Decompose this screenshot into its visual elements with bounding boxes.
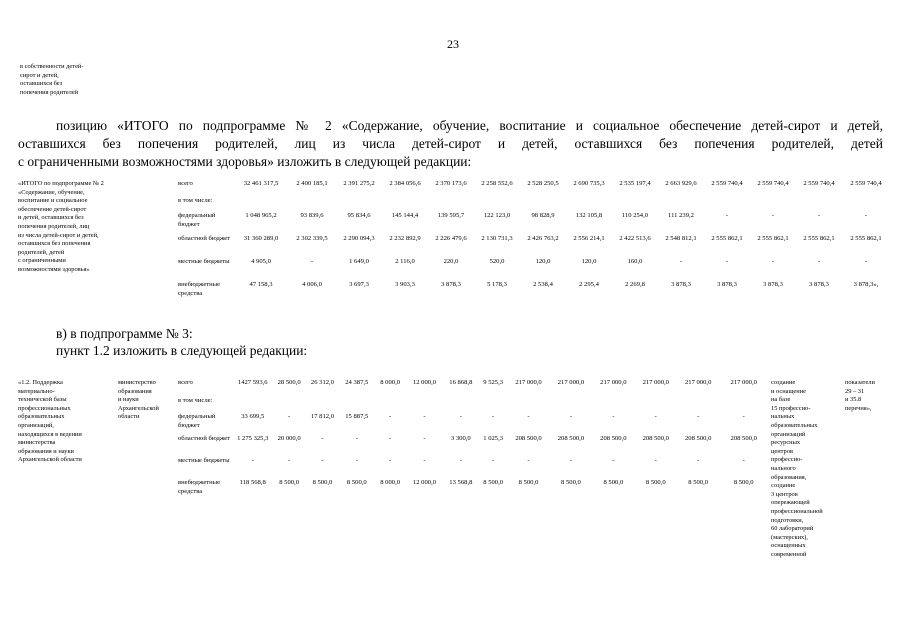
result-line: оснащенных [771,542,806,550]
table-cell: - [423,457,426,464]
table-cell: 2 295,4 [579,281,599,288]
table-cell: 220,0 [443,258,459,265]
table-cell [336,197,382,212]
result-line: ресурсных [771,439,801,447]
table-cell: 2 559 740,4 [850,180,882,187]
title-line: из числа детей-сирот и детей, [18,231,99,239]
table-cell: 2 556 214,1 [573,235,605,242]
table-row [178,197,890,212]
table-cell [658,197,704,212]
title-line: воспитание и социальное [18,197,88,205]
table-cell [677,397,719,413]
table-cell: 217 000,0 [515,379,542,386]
executor-line: Архангельской [118,404,159,412]
table-cell: 2 548 812,1 [665,235,697,242]
activity-line: «1.2. Поддержка [18,379,63,386]
table-cell [382,197,428,212]
title-line: «Содержание, обучение, [18,188,85,196]
table-cell: - [459,457,462,464]
table2-activity [18,379,82,465]
row-label: в том числе: [178,197,213,204]
result-line: на базе [771,396,791,404]
table-cell: - [288,413,291,420]
table-cell: 139 595,7 [437,212,465,219]
table-cell: 208 500,0 [515,435,542,442]
title-line: попечения родителей, лиц [18,222,90,230]
table-cell: - [771,258,775,265]
table-cell: 20 000,0 [277,435,301,442]
table-cell: 208 500,0 [730,435,757,442]
table-cell: 120,0 [581,258,597,265]
indicator-line: перечня», [845,404,872,412]
table-cell: 208 500,0 [685,435,712,442]
table-cell: 145 144,4 [391,212,419,219]
table-row [178,413,768,435]
table-cell: 3 878,3 [809,281,829,288]
table-cell [479,397,507,413]
table-cell: 120,0 [535,258,551,265]
table-cell: 9 525,3 [483,379,504,386]
table-cell: 2 269,8 [625,281,645,288]
table-cell: 95 834,6 [347,212,371,219]
table-cell: - [389,413,392,420]
table-row [178,397,768,413]
indicator-line: 29 – 31 [845,387,865,395]
section-heading-punkt: пункт 1.2 изложить в следующей редакции: [56,343,308,358]
activity-line: организаций, [18,421,54,429]
table2-indicators [845,379,875,413]
table-cell: - [569,413,573,420]
table-cell: 47 158,3 [249,281,273,288]
table-cell: - [697,457,700,464]
result-line: организаций [771,430,806,438]
fragment-line: попечения родителей [20,88,79,96]
result-line: образовательных [771,421,818,429]
table-cell: 8 500,0 [346,479,367,486]
row-label: внебюджетные средства [178,281,221,297]
table-cell [474,197,520,212]
fragment-line: в собственности детей- [20,63,84,70]
table-cell: - [423,413,426,420]
table-cell: - [612,457,615,464]
table-cell: 32 461 317,5 [243,180,279,187]
table-cell: 8 500,0 [603,479,624,486]
table-cell: 5 178,3 [487,281,507,288]
table-cell: 2 426 763,2 [527,235,559,242]
table-cell [443,397,479,413]
table-cell: 2 400 185,1 [296,180,328,187]
table-cell: 17 812,0 [310,413,334,420]
table-cell: - [697,413,700,420]
table-cell: - [742,457,745,464]
table-row [178,258,890,281]
table-cell: 3 878,3», [853,281,879,288]
table-cell [719,397,768,413]
activity-line: технической базы [18,396,67,404]
table-cell: 33 699,5 [241,413,265,420]
row-label: внебюджетные средства [178,479,221,495]
title-line: с ограниченными [18,257,66,265]
result-line: образования, [771,473,807,481]
table-row [178,379,768,397]
table-cell: 2 559 740,4 [803,180,835,187]
table-cell: 111 239,2 [668,212,694,219]
table-cell: 2 559 740,4 [711,180,743,187]
table-cell: 2 555 862,1 [850,235,882,242]
result-line: современной [771,550,807,558]
table-cell: 8 500,0 [645,479,666,486]
table-cell: 520,0 [489,258,505,265]
table-cell: 2 370 173,6 [435,180,467,187]
table-cell: 3 878,3 [717,281,737,288]
title-line: и детей, оставшихся без [18,214,84,222]
table-cell: 160,0 [627,258,643,265]
title-line: оставшихся без попечения [18,240,91,248]
result-line: 60 лабораторий [771,525,814,533]
table-cell: - [654,457,657,464]
row-label: всего [178,379,193,386]
table-cell: 28 500,0 [277,379,301,386]
page-number: 23 [447,37,459,51]
table-cell: 208 500,0 [642,435,669,442]
table-cell: - [771,212,775,219]
table-cell: 118 568,8 [239,479,266,486]
result-line: (мастерских), [771,533,808,541]
table-cell [550,397,592,413]
table-cell: 2 290 094,3 [343,235,375,242]
previous-table-fragment [20,63,83,97]
table-cell: - [864,212,868,219]
executor-line: области [118,413,140,421]
table2-executor [118,379,159,422]
table-cell: 208 500,0 [557,435,585,442]
table-cell: 2 384 056,6 [389,180,421,187]
table-cell: 8 500,0 [279,479,299,486]
table-cell: 24 387,5 [345,379,369,386]
table-cell: 3 697,3 [349,281,369,288]
section-heading-v: в) в подпрограмме № 3: [56,326,193,341]
table-cell: - [679,258,683,265]
title-line: обеспечение детей-сирот [18,205,87,213]
table-cell: 2 116,0 [395,258,415,265]
table-cell: - [864,258,868,265]
indicator-line: показатели [845,379,875,386]
table-cell: - [459,413,462,420]
row-label: областной бюджет [178,435,231,442]
table-cell: 208 500,0 [600,435,627,442]
result-line: профессиональной [771,507,823,515]
table-cell: 16 868,8 [449,379,473,386]
table-row [178,281,890,305]
result-line: подготовки, [771,516,804,524]
activity-line: образовательных [18,413,65,421]
table-cell: 217 000,0 [642,379,669,386]
table-cell [288,197,336,212]
paragraph-line: с ограниченными возможностями здоровья» изложить в следующей редакции: [18,154,472,169]
table-cell: - [654,413,657,420]
paragraph-line: оставшихся без попечения родителей, лиц из числа детей-сирот и детей, оставшихся без попечения родителей, детей [18,136,883,151]
table-cell [635,397,677,413]
table-cell: 4 006,0 [302,281,322,288]
table-cell: 217 000,0 [600,379,627,386]
table2-result [771,379,823,559]
table-cell [273,397,305,413]
table-cell [305,397,339,413]
result-line: 3 центров [771,490,798,498]
table-cell: - [742,413,745,420]
table-cell: - [527,457,530,464]
table-row [178,457,768,479]
paragraph-line: позицию «ИТОГО по подпрограмме № 2 «Содержание, обучение, воспитание и социальное обеспечение детей-сирот и детей, [56,118,883,133]
table-cell: 217 000,0 [685,379,712,386]
table-cell: 8 500,0 [561,479,581,486]
table-cell: 2 690 735,3 [573,180,605,187]
table-cell: 1 275 325,3 [237,435,269,442]
table-cell: 12 000,0 [412,379,437,386]
table-cell [842,197,890,212]
table-cell: - [612,413,615,420]
result-line: 15 професcио- [771,404,811,412]
table-cell: 122 123,0 [483,212,511,219]
table-cell [796,197,842,212]
table-row [178,435,768,457]
table-cell: 2 391 275,2 [343,180,375,187]
table-cell: - [725,258,729,265]
table1-title [18,180,104,275]
table-cell: - [288,457,291,464]
table-cell: 110 254,0 [621,212,649,219]
fragment-line: оставшихся без [20,80,63,88]
activity-line: материально- [18,387,55,395]
table-cell [234,197,288,212]
table-cell: 2 555 862,1 [757,235,789,242]
table-cell [612,197,658,212]
table-cell: 12 000,0 [412,479,437,486]
table-cell: 2 559 740,4 [757,180,789,187]
table-cell: 8 500,0 [518,479,539,486]
activity-line: образования и науки [18,447,74,455]
title-line: возможностями здоровья» [18,265,90,273]
table-cell: 2 538,4 [533,281,553,288]
table-cell: 3 878,3 [671,281,691,288]
table-cell: 2 663 929,6 [665,180,697,187]
table-cell: 3 878,3 [441,281,461,288]
table-cell [406,397,442,413]
table-cell: 217 000,0 [557,379,585,386]
table-cell: - [817,258,821,265]
table-cell: 4 905,0 [251,258,271,265]
table-cell: 2 226 479,6 [435,235,467,242]
table-cell: 2 535 197,4 [619,180,651,187]
indicator-line: и 35.8 [845,396,862,404]
table-cell: 8 500,0 [688,479,709,486]
result-line: и оснащение [771,387,806,395]
table-cell: 3 878,3 [763,281,783,288]
result-line: нальных [771,413,795,421]
table-cell: 1 025,3 [483,435,504,442]
result-line: профессио- [771,456,803,464]
row-label: федеральный бюджет [178,413,216,429]
row-label: местные бюджеты [178,457,230,464]
table-cell: 2 302 339,5 [296,235,328,242]
table-cell: 93 839,6 [300,212,324,219]
table-cell: 31 360 289,0 [243,235,279,242]
fragment-line: сирот и детей, [20,71,59,79]
table-cell: - [251,457,254,464]
table-cell [233,397,273,413]
table-cell: 132 105,8 [575,212,603,219]
title-line: «ИТОГО по подпрограмме № 2 [18,180,104,187]
table-cell [428,197,474,212]
activity-line: находящихся в ведении [18,430,82,438]
table-cell: - [569,457,573,464]
table-cell: - [492,457,495,464]
result-line: создание [771,379,796,386]
table-row [178,212,890,235]
row-label: всего [178,180,193,187]
executor-line: министерство [118,379,156,386]
table-cell: 217 000,0 [730,379,757,386]
table-row [178,235,890,258]
table-cell: 2 555 862,1 [711,235,743,242]
table-cell: 2 422 513,6 [619,235,651,242]
table-cell: 1 649,0 [349,258,369,265]
table1 [178,180,890,305]
table-cell: 3 903,3 [395,281,415,288]
table-cell [507,397,549,413]
table-cell: 26 312,0 [310,379,334,386]
table-cell: 2 555 862,1 [803,235,835,242]
table-cell: 1 048 965,2 [245,212,277,219]
table-cell [374,397,406,413]
table-cell: - [389,435,392,442]
table-cell: 15 887,5 [345,413,369,420]
table-cell: - [492,413,495,420]
table-row [178,180,890,197]
activity-line: профессиональных [18,404,71,412]
table-cell: - [355,457,358,464]
table-cell: 8 500,0 [312,479,333,486]
table-cell: 3 300,0 [450,435,471,442]
table-cell [750,197,796,212]
row-label: местные бюджеты [178,258,230,265]
table-cell: 98 828,9 [531,212,555,219]
table-cell: 2 528 250,5 [527,180,559,187]
table-cell [520,197,566,212]
result-line: создание [771,482,796,490]
table-cell: - [527,413,530,420]
row-label: областной бюджет [178,235,231,242]
table-cell: - [310,258,314,265]
executor-line: и науки [118,396,139,404]
table-cell: - [817,212,821,219]
row-label: в том числе: [178,397,213,404]
activity-line: Архангельской области [18,456,82,464]
table-cell: 8 500,0 [483,479,504,486]
table-cell: 2 258 552,6 [481,180,513,187]
table-cell: 2 232 892,9 [389,235,421,242]
table-cell: - [423,435,426,442]
table-cell [340,397,374,413]
executor-line: образования [118,387,152,395]
table-cell: 8 500,0 [733,479,754,486]
table-row [178,479,768,501]
table-cell: 1427 593,6 [237,379,268,386]
table-cell: - [389,457,392,464]
table-cell: 13 568,8 [449,479,473,486]
table-cell: - [725,212,729,219]
table-cell: 8 000,0 [380,479,401,486]
row-label: федеральный бюджет [178,212,216,228]
table-cell: - [321,435,324,442]
table-cell: 2 130 731,3 [481,235,513,242]
table-cell: 8 000,0 [380,379,401,386]
result-line: нального [771,464,796,472]
title-line: родителей, детей [18,248,65,256]
activity-line: министерства [18,439,56,447]
result-line: центров [771,447,793,455]
table-cell [566,197,612,212]
table-cell: - [321,457,324,464]
table-cell [704,197,750,212]
table-cell: - [355,435,358,442]
table2 [178,379,768,501]
result-line: опережающей [771,499,810,507]
table-cell [592,397,634,413]
